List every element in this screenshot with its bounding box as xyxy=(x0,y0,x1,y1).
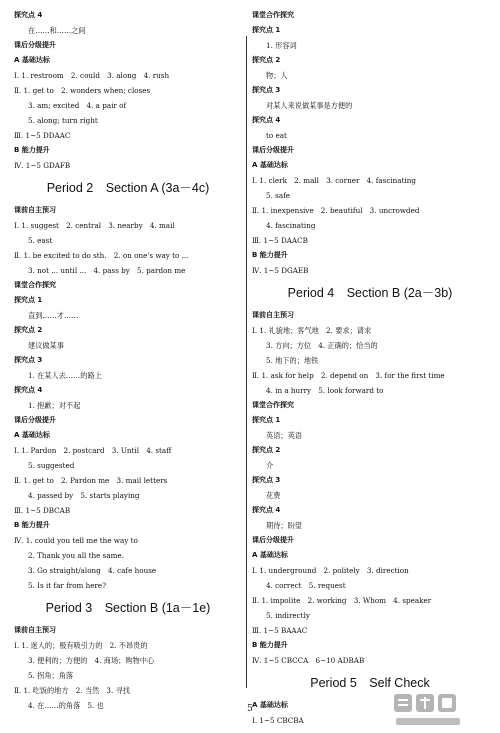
section-heading: 探究点 4 xyxy=(14,386,43,394)
answer-line: 3. not ... until ... 4. pass by 5. pardon me xyxy=(28,266,186,275)
answer-line: 2. Thank you all the same. xyxy=(28,551,124,560)
section-heading: 探究点 2 xyxy=(14,326,43,334)
watermark-logo xyxy=(392,690,496,730)
period-heading-period-2-section-a-3a-4c: Period 2 Section A (3a－4c) xyxy=(46,181,210,195)
section-heading: A 基础达标 xyxy=(252,161,288,169)
section-heading: 探究点 2 xyxy=(252,446,281,454)
answer-line: Ⅱ. 1. be excited to do sth. 2. on one's way to ... xyxy=(14,251,189,260)
answer-line: Ⅰ. 1. 迷人的；极有吸引力的 2. 不昂贵的 xyxy=(14,641,148,650)
section-heading: 课前自主预习 xyxy=(14,626,56,634)
section-heading: 课堂合作探究 xyxy=(252,11,294,19)
answer-line: 5. safe xyxy=(266,191,291,200)
answer-line: 花费 xyxy=(266,491,281,500)
section-heading: 探究点 1 xyxy=(252,26,281,34)
answer-line: Ⅳ. 1. could you tell me the way to xyxy=(14,536,138,545)
answer-line: 1. 形容词 xyxy=(266,41,297,50)
section-heading: 课前自主预习 xyxy=(252,311,294,319)
answer-line: 4. correct 5. request xyxy=(266,581,346,590)
section-heading: A 基础达标 xyxy=(252,551,288,559)
answer-line: Ⅰ. 1. clerk 2. mall 3. corner 4. fascinating xyxy=(252,176,417,185)
answer-line: 4. 在……的角落 5. 也 xyxy=(28,701,104,710)
period-heading-period-3-section-b-1a-1e: Period 3 Section B (1a－1e) xyxy=(45,601,211,615)
answer-line: Ⅳ. 1~5 DGAEB xyxy=(252,266,309,275)
answer-line: Ⅰ. 1~5 CBCBA xyxy=(252,716,304,725)
section-heading: 课前自主预习 xyxy=(14,206,56,214)
section-heading: 课后分级提升 xyxy=(252,146,294,154)
section-heading: B 能力提升 xyxy=(252,251,288,259)
answer-line: 3. am; excited 4. a pair of xyxy=(28,101,127,110)
answer-line: 3. 方向；方位 4. 正确的；恰当的 xyxy=(266,341,378,350)
answer-line: 5. Is it far from here? xyxy=(28,581,107,590)
answer-line: Ⅲ. 1~5 DAACB xyxy=(252,236,308,245)
section-heading: B 能力提升 xyxy=(252,641,288,649)
answer-line: 5. east xyxy=(28,236,53,245)
answer-line: 5. suggested xyxy=(28,461,75,470)
answer-line: 3. Go straight/along 4. cafe house xyxy=(28,566,157,575)
answer-line: Ⅲ. 1~5 DDAAC xyxy=(14,131,71,140)
answer-line: Ⅰ. 1. restroom 2. could 3. along 4. rush xyxy=(14,71,170,80)
answer-line: Ⅲ. 1~5 BAAAC xyxy=(252,626,308,635)
answer-line: 5. 拐角；角落 xyxy=(28,671,74,680)
page-number: 5 xyxy=(247,704,253,714)
section-heading: 探究点 4 xyxy=(14,11,43,19)
answer-line: 直到……才…… xyxy=(28,311,79,320)
answer-line: Ⅱ. 1. get to 2. wonders when; closes xyxy=(14,86,151,95)
answer-line: Ⅰ. 1. 礼貌地；客气地 2. 要求；请求 xyxy=(252,326,372,335)
answer-line: 4. passed by 5. starts playing xyxy=(28,491,140,500)
answer-line: Ⅰ. 1. Pardon 2. postcard 3. Until 4. staff xyxy=(14,446,172,455)
answer-line: 在……和……之间 xyxy=(28,26,86,35)
section-heading: 探究点 3 xyxy=(252,476,281,484)
section-heading: 探究点 1 xyxy=(252,416,281,424)
answer-line: 物；人 xyxy=(266,71,288,80)
section-heading: 探究点 2 xyxy=(252,56,281,64)
answer-line: 3. 便利的；方便的 4. 商场；购物中心 xyxy=(28,656,155,665)
answer-line: Ⅱ. 1. ask for help 2. depend on 3. for the first time xyxy=(252,371,445,380)
answer-line: Ⅳ. 1~5 CBCCA 6~10 ADBAB xyxy=(252,656,365,665)
section-heading: B 能力提升 xyxy=(14,521,50,529)
answer-line: Ⅱ. 1. inexpensive 2. beautiful 3. uncrowded xyxy=(252,206,420,215)
answer-line: 1. 抱歉；对不起 xyxy=(28,401,81,410)
section-heading: A 基础达标 xyxy=(14,431,50,439)
answer-line: Ⅱ. 1. get to 2. Pardon me 3. mail letters xyxy=(14,476,168,485)
section-heading: 课堂合作探究 xyxy=(252,401,294,409)
answer-line: 英语；英语 xyxy=(266,431,302,440)
answer-line: to eat xyxy=(266,131,287,140)
answer-line: 建议做某事 xyxy=(28,341,64,350)
answer-line: Ⅰ. 1. suggest 2. central 3. nearby 4. mail xyxy=(14,221,175,230)
column-divider xyxy=(246,36,247,688)
answer-line: Ⅱ. 1. impolite 2. working 3. Whom 4. speaker xyxy=(252,596,432,605)
section-heading: 探究点 1 xyxy=(14,296,43,304)
answer-line: 介 xyxy=(266,461,274,470)
answer-line: 5. 地下的；地铁 xyxy=(266,356,319,365)
answer-line: 4. in a hurry 5. look forward to xyxy=(266,386,384,395)
answer-line: Ⅱ. 1. 吃饭的地方 2. 当然 3. 寻找 xyxy=(14,686,130,695)
section-heading: 课后分级提升 xyxy=(252,536,294,544)
section-heading: 课堂合作探究 xyxy=(14,281,56,289)
answer-line: 对某人来说做某事是方便的 xyxy=(266,101,353,110)
section-heading: A 基础达标 xyxy=(252,701,288,709)
left-column xyxy=(14,8,242,713)
right-column xyxy=(252,8,488,728)
answer-line: Ⅳ. 1~5 GDAFB xyxy=(14,161,71,170)
period-heading-period-5-self-check: Period 5 Self Check xyxy=(310,676,430,690)
section-heading: 探究点 3 xyxy=(252,86,281,94)
section-heading: B 能力提升 xyxy=(14,146,50,154)
section-heading: 课后分级提升 xyxy=(14,416,56,424)
answer-line: 5. along; turn right xyxy=(28,116,98,125)
section-heading: 探究点 3 xyxy=(14,356,43,364)
section-heading: 课后分级提升 xyxy=(14,41,56,49)
answer-line: 期待；盼望 xyxy=(266,521,302,530)
section-heading: 探究点 4 xyxy=(252,116,281,124)
answer-line: 1. 在某人去……的路上 xyxy=(28,371,102,380)
answer-line: Ⅰ. 1. underground 2. politely 3. direction xyxy=(252,566,409,575)
answer-line: 5. indirectly xyxy=(266,611,310,620)
answer-line: Ⅲ. 1~5 DBCAB xyxy=(14,506,71,515)
section-heading: A 基础达标 xyxy=(14,56,50,64)
period-heading-period-4-section-b-2a-3b: Period 4 Section B (2a－3b) xyxy=(287,286,453,300)
answer-line: 4. fascinating xyxy=(266,221,316,230)
section-heading: 探究点 4 xyxy=(252,506,281,514)
